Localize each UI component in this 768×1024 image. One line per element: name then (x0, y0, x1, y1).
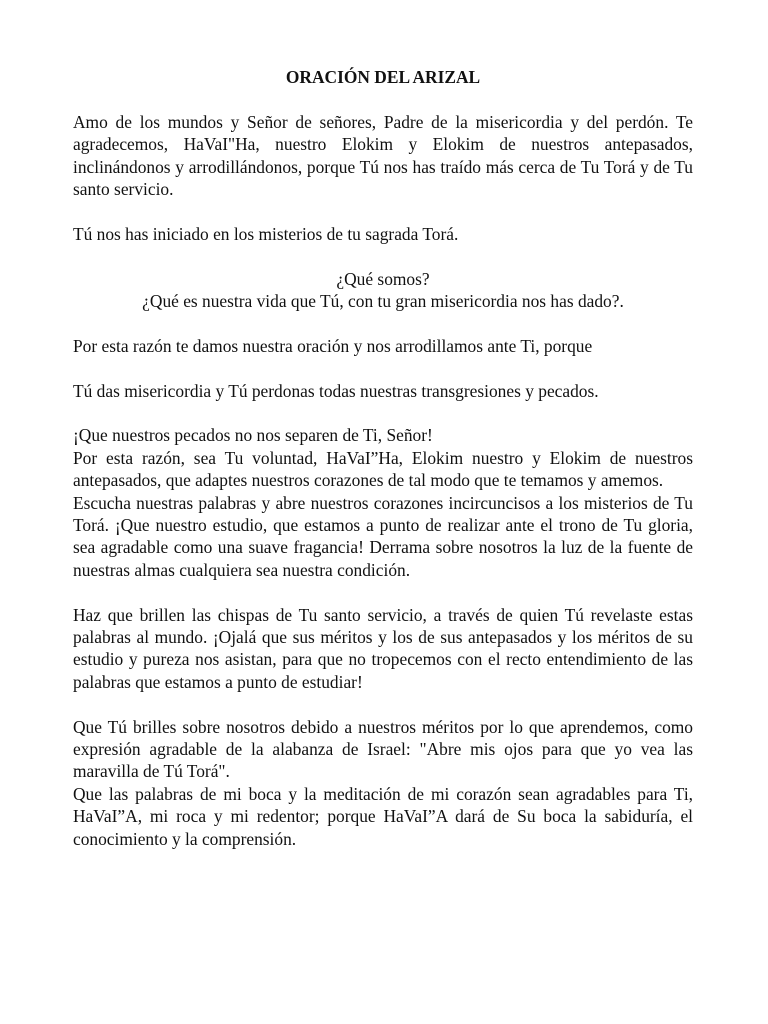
paragraph-opening (73, 111, 693, 201)
paragraph-mercy (73, 380, 693, 402)
paragraph-text: Por esta razón, sea Tu voluntad, HaVaI”Ha, Elokim nuestro y Elokim de nuestros antepasados, que adaptes nuestros corazones de tal modo que te temamos y amemos. (73, 447, 693, 491)
paragraph-reason (73, 335, 693, 357)
document-title: ORACIÓN DEL ARIZAL (285, 67, 481, 87)
paragraph-text: Que Tú brilles sobre nosotros debido a nuestros méritos por lo que aprendemos, como expresión agradable de la alabanza de Israel: "Abre mis ojos para que yo vea las maravilla de Tú Torá". (73, 716, 693, 782)
paragraph-text: Escucha nuestras palabras y abre nuestros corazones incircuncisos a los misterios de Tu Torá. ¡Que nuestro estudio, que estamos a punto de realizar ante el trono de Tu gloria, sea agradable como una suave fragancia! Derrama sobre nosotros la luz de la fuente de nuestras almas cualquiera sea nuestra condición. (73, 492, 693, 580)
paragraph-text: Tú das misericordia y Tú perdonas todas nuestras transgresiones y pecados. (73, 380, 599, 401)
paragraph-text: ¡Que nuestros pecados no nos separen de Ti, Señor! (73, 425, 433, 446)
paragraph-questions (73, 268, 693, 313)
paragraph-mysteries (73, 223, 693, 245)
paragraph-sparks (73, 604, 693, 694)
paragraph-text: Por esta razón te damos nuestra oración y nos arrodillamos ante Ti, porque (73, 335, 593, 356)
question-line: ¿Qué es nuestra vida que Tú, con tu gran misericordia nos has dado?. (142, 291, 624, 311)
document-page (73, 66, 693, 850)
paragraph-group-plea (73, 424, 693, 581)
paragraph-text: Que las palabras de mi boca y la meditación de mi corazón sean agradables para Ti, HaVaI”A, mi roca y mi redentor; porque HaVaI”A dará de Su boca la sabiduría, el conocimiento y la comprensión. (73, 783, 693, 849)
paragraph-text: Haz que brillen las chispas de Tu santo servicio, a través de quien Tú revelaste estas palabras al mundo. ¡Ojalá que sus méritos y los de sus antepasados y los méritos de su estudio y pureza nos asistan, para que no tropecemos con el recto entendimiento de las palabras que estamos a punto de estudiar! (73, 604, 693, 692)
question-line: ¿Qué somos? (336, 268, 430, 289)
paragraph-text: Amo de los mundos y Señor de señores, Padre de la misericordia y del perdón. Te agradecemos, HaVaI"Ha, nuestro Elokim y Elokim de nuestros antepasados, inclinándonos y arrodillándonos, porque Tú nos has traído más cerca de Tu Torá y de Tu santo servicio. (73, 111, 693, 199)
paragraph-group-closing (73, 716, 693, 850)
paragraph-text: Tú nos has iniciado en los misterios de tu sagrada Torá. (73, 223, 459, 244)
